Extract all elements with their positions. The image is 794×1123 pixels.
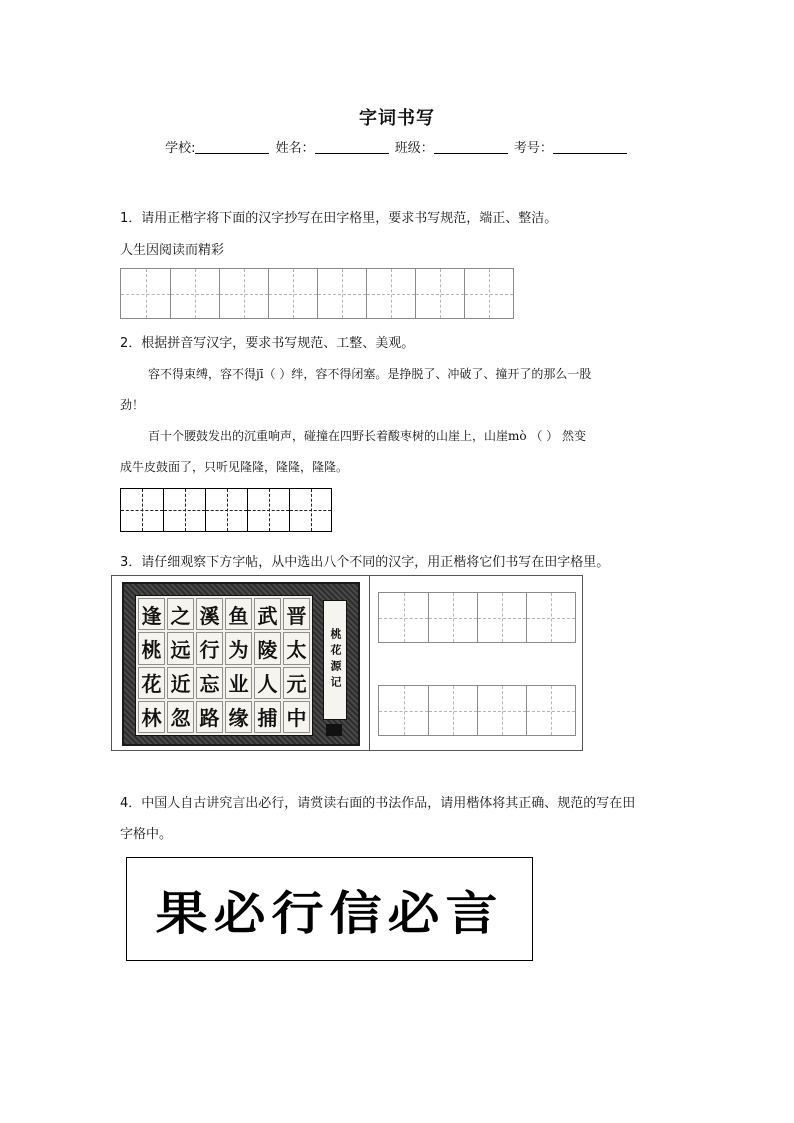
- copybook-character: 业: [225, 667, 252, 699]
- q1-prompt: 1．请用正楷字将下面的汉字抄写在田字格里，要求书写规范，端正、整洁。: [120, 211, 558, 226]
- copybook-character: 路: [196, 701, 223, 733]
- tianzige-cell[interactable]: [477, 686, 526, 735]
- copybook-character: 缘: [225, 701, 252, 733]
- q2-passage-1-line-1: 容不得束缚，容不得jī（ ）绊，容不得闭塞。是挣脱了、冲破了、撞开了的那么一股: [148, 367, 592, 381]
- copybook-character: 桃: [138, 632, 165, 664]
- q1-tianzige-grid[interactable]: [120, 268, 514, 319]
- student-info-row: [0, 137, 794, 156]
- copybook-character: 鱼: [225, 598, 252, 630]
- calligraphy-artwork: [126, 857, 533, 961]
- q2-passage-1-line-2: 劲！: [120, 398, 145, 412]
- q1-phrase: 人生因阅读而精彩: [120, 243, 225, 258]
- copybook-character: 捕: [254, 701, 281, 733]
- q3-tianzige-grid-row-1[interactable]: [378, 592, 576, 643]
- tianzige-cell[interactable]: [464, 269, 513, 318]
- tianzige-cell[interactable]: [526, 593, 575, 642]
- tianzige-cell[interactable]: [366, 269, 415, 318]
- tianzige-cell[interactable]: [379, 686, 428, 735]
- copybook-character: 晋: [283, 598, 310, 630]
- copybook-character: 忽: [167, 701, 194, 733]
- copybook-character: 中: [283, 701, 310, 733]
- school-label: 学校:: [165, 141, 196, 156]
- q2-prompt: 2．根据拼音写汉字，要求书写规范、工整、美观。: [120, 336, 415, 351]
- q3-frame-divider: [369, 575, 370, 751]
- class-label: 班级：: [394, 141, 434, 156]
- tianzige-cell[interactable]: [526, 686, 575, 735]
- page-title: 字词书写: [359, 108, 435, 129]
- copybook-character: 元: [283, 667, 310, 699]
- tianzige-cell[interactable]: [121, 269, 170, 318]
- q3-prompt: 3．请仔细观察下方字帖，从中选出八个不同的汉字，用正楷将它们书写在田字格里。: [120, 555, 610, 570]
- exam-no-blank[interactable]: [553, 139, 627, 154]
- copybook-character: 人: [254, 667, 281, 699]
- q4-prompt-line-1: 4．中国人自古讲究言出必行，请赏读右面的书法作品，请用楷体将其正确、规范的写在田: [120, 796, 636, 811]
- copybook-character: 近: [167, 667, 194, 699]
- school-blank[interactable]: [195, 139, 269, 154]
- copybook-character: 忘: [196, 667, 223, 699]
- tianzige-cell[interactable]: [268, 269, 317, 318]
- q2-passage-2-line-1: 百十个腰鼓发出的沉重响声，碰撞在四野长着酸枣树的山崖上，山崖mò （ ） 然变: [148, 429, 587, 443]
- tianzige-cell[interactable]: [428, 686, 477, 735]
- copybook-image: [122, 582, 360, 746]
- q4-prompt-line-2: 字格中。: [120, 827, 173, 842]
- name-blank[interactable]: [315, 139, 389, 154]
- tianzige-cell[interactable]: [170, 269, 219, 318]
- q3-tianzige-grid-row-2[interactable]: [378, 685, 576, 736]
- copybook-character: 林: [138, 701, 165, 733]
- tianzige-cell[interactable]: [289, 489, 331, 531]
- exam-no-label: 考号：: [513, 141, 553, 156]
- copybook-character: 陵: [254, 632, 281, 664]
- copybook-character-panel: [135, 595, 313, 736]
- tianzige-cell[interactable]: [477, 593, 526, 642]
- tianzige-cell[interactable]: [317, 269, 366, 318]
- copybook-character: 之: [167, 598, 194, 630]
- copybook-character: 逢: [138, 598, 165, 630]
- q2-tianzige-grid[interactable]: [120, 488, 332, 532]
- q2-passage-2-line-2: 成牛皮鼓面了，只听见隆隆，隆隆，隆隆。: [120, 460, 349, 474]
- class-blank[interactable]: [434, 139, 508, 154]
- copybook-character: 花: [138, 667, 165, 699]
- tianzige-cell[interactable]: [219, 269, 268, 318]
- tianzige-cell[interactable]: [415, 269, 464, 318]
- copybook-character: 太: [283, 632, 310, 664]
- name-label: 姓名：: [275, 141, 315, 156]
- tianzige-cell[interactable]: [379, 593, 428, 642]
- copybook-character: 溪: [196, 598, 223, 630]
- copybook-title-label: 桃花源记: [323, 600, 347, 720]
- calligraphy-text: 果必行信必言: [155, 886, 504, 941]
- copybook-character: 行: [196, 632, 223, 664]
- tianzige-cell[interactable]: [428, 593, 477, 642]
- copybook-character: 为: [225, 632, 252, 664]
- tianzige-cell[interactable]: [163, 489, 205, 531]
- copybook-character: 远: [167, 632, 194, 664]
- tianzige-cell[interactable]: [205, 489, 247, 531]
- seal-mark: [326, 724, 342, 736]
- tianzige-cell[interactable]: [247, 489, 289, 531]
- copybook-character: 武: [254, 598, 281, 630]
- tianzige-cell[interactable]: [121, 489, 163, 531]
